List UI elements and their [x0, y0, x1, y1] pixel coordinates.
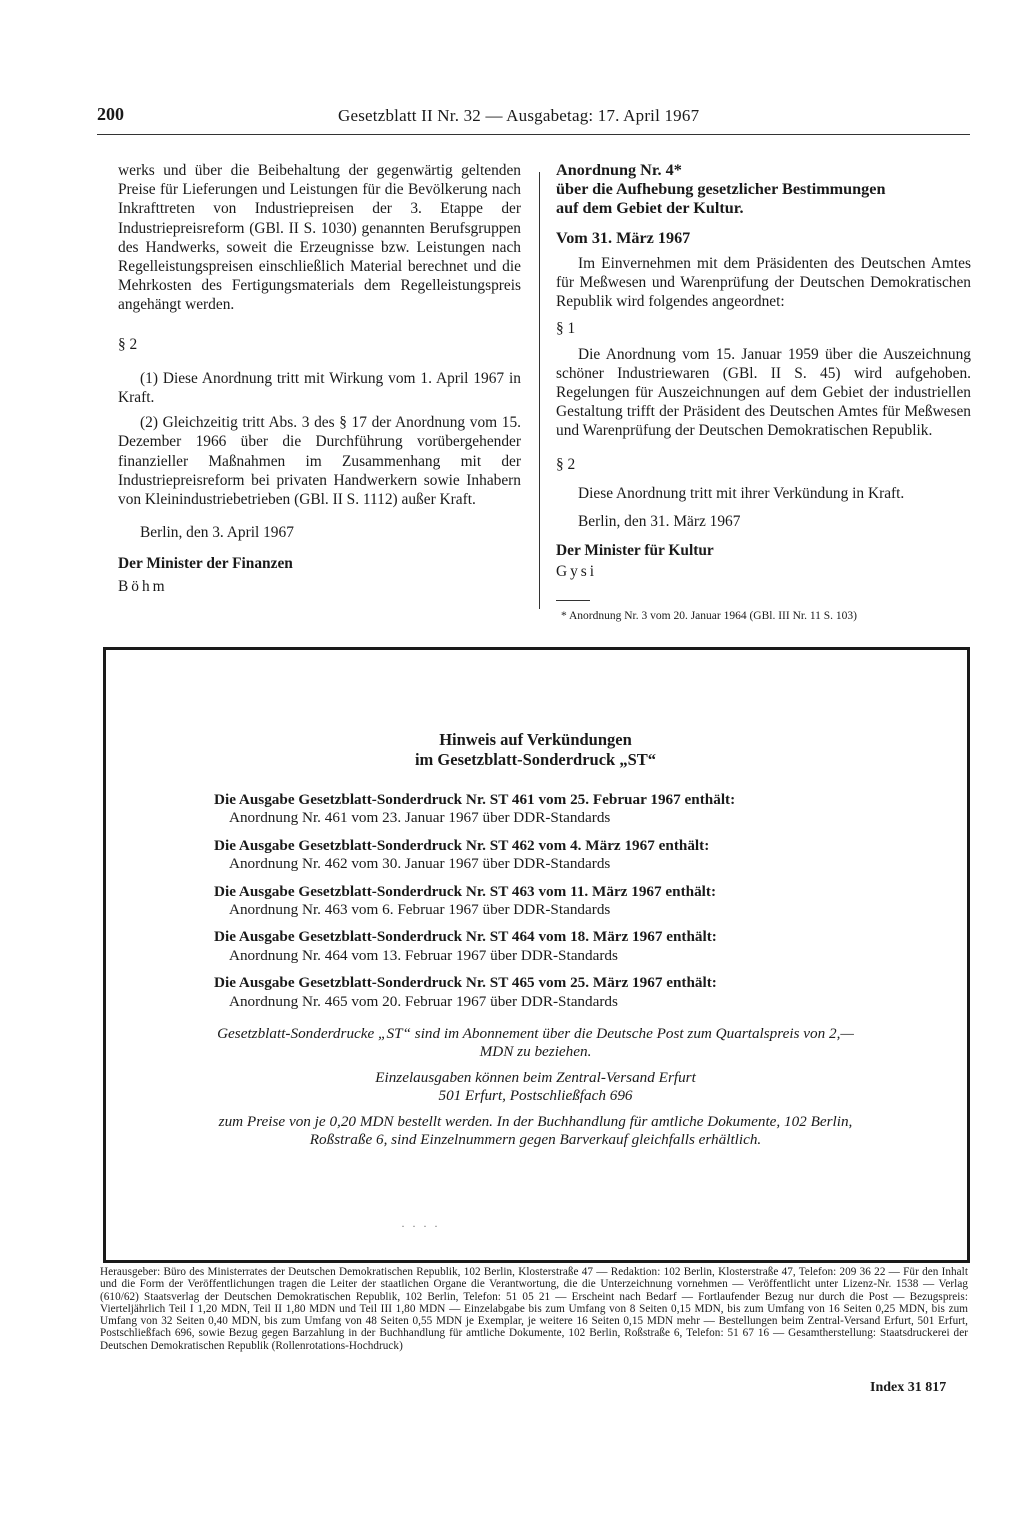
- section-heading: § 2: [118, 335, 138, 353]
- notice-title: [214, 730, 857, 769]
- intro-paragraph: Im Einvernehmen mit dem Präsidenten des Deutschen Amtes für Meßwesen und Warenprüfung der Deutschen Demokratischen Republik wird folgendes angeordnet:: [556, 254, 971, 311]
- signatory-title: Der Minister der Finanzen: [118, 555, 293, 573]
- entry-heading: Die Ausgabe Gesetzblatt-Sonderdruck Nr. ST 461 vom 25. Februar 1967 enthält:: [214, 791, 736, 808]
- entry-body: Anordnung Nr. 463 vom 6. Februar 1967 über DDR-Standards: [229, 901, 611, 919]
- notice-content: [214, 730, 857, 1157]
- notice-entry: [214, 837, 857, 874]
- signatory-name: Gysi: [556, 563, 598, 581]
- entry-heading: Die Ausgabe Gesetzblatt-Sonderdruck Nr. ST 463 vom 11. März 1967 enthält:: [214, 882, 717, 900]
- section-1-heading: § 1: [556, 320, 576, 338]
- imprint: Herausgeber: Büro des Ministerrates der Deutschen Demokratischen Republik, 102 Berlin, Klosterstraße 47 — Redaktion: 102 Berlin, Klosterstraße 47, Telefon: 209 36 22 — Für den Inhalt und die Form der Veröffentlichungen tragen die Leiter der staatlichen Organe die Verantwortung, die die Unterzeichnung vornehmen — Veröffentlicht unter Lizenz-Nr. 1538 — Verlag (610/62) Staatsverlag der Deutschen Demokratischen Republik, 102 Berlin, Telefon: 51 05 21 — Erscheint nach Bedarf — Fortlaufender Bezug nur durch die Post — Bezugspreis: Vierteljährlich Teil I 1,20 MDN, Teil II 1,80 MDN und Teil III 1,80 MDN — Einzelabgabe bis zum Umfang von 8 Seiten 0,15 MDN, bis zum Umfang von 16 Seiten 0,25 MDN, bis zum Umfang von 32 Seiten 0,40 MDN, bis zum Umfang von 48 Seiten 0,55 MDN je Exemplar, je weitere 16 Seiten 0,15 MDN mehr — Bestellungen beim Zentral-Versand Erfurt, 501 Erfurt, Postschließfach 696, sowie Bezug gegen Barzahlung in der Buchhandlung für amtliche Dokumente, 102 Berlin, Roßstraße 6, Telefon: 51 67 16 — Gesamtherstellung: Staatsdruckerei der Deutschen Demokratischen Republik (Rollenrotations-Hochdruck): [100, 1266, 968, 1352]
- section-2-heading: § 2: [556, 455, 576, 473]
- page-number: 200: [97, 104, 124, 124]
- entry-heading: Die Ausgabe Gesetzblatt-Sonderdruck Nr. ST 465 vom 25. März 1967 enthält:: [214, 974, 717, 992]
- entry-body: Anordnung Nr. 462 vom 30. Januar 1967 über DDR-Standards: [229, 855, 611, 873]
- notice-title-line-2: im Gesetzblatt-Sonderdruck „ST“: [414, 749, 657, 769]
- notice-title-line-1: Hinweis auf Verkündungen: [439, 730, 632, 749]
- single-issues-line-2: 501 Erfurt, Postschließfach 696: [438, 1087, 633, 1105]
- entry-body: Anordnung Nr. 465 vom 20. Februar 1967 über DDR-Standards: [229, 992, 618, 1010]
- index-number: Index 31 817: [870, 1380, 947, 1395]
- column-separator: [539, 172, 540, 609]
- signatory-title: Der Minister für Kultur: [556, 542, 714, 560]
- ordinance-title-3: auf dem Gebiet der Kultur.: [556, 199, 744, 218]
- paragraph-2: (2) Gleichzeitig tritt Abs. 3 des § 17 der Anordnung vom 15. Dezember 1966 über die Durchführung vorübergehender finanzieller Maßnahmen im Zusammenhang mit der Industriepreisreform bei privaten Handwerkern sowie Inhabern von Kleinindustriebetrieben (GBl. II S. 1112) außer Kraft.: [118, 414, 521, 509]
- decorative-dots: · · · ·: [401, 1219, 440, 1233]
- single-issues-line-1: Einzelausgaben können beim Zentral-Versand Erfurt: [375, 1068, 696, 1086]
- notice-box: [103, 647, 970, 1263]
- continuation-paragraph: werks und über die Beibehaltung der gegenwärtig geltenden Preise für Lieferungen und Leistungen für die Bevölkerung nach Inkrafttreten von Industriepreisen der 3. Etappe der Industriepreisreform (GBl. II S. 1030) genannten Berufsgruppen des Handwerks, soweit die Erzeugnisse bzw. Leistungen nach Regelleistungspreisen einschließlich Material berechnet und die Mehrkosten des Fertigungsmaterials dem Regelleistungspreis angehängt werden.: [118, 162, 521, 314]
- section-2-text: Diese Anordnung tritt mit ihrer Verkündung in Kraft.: [578, 484, 905, 502]
- entry-heading: Die Ausgabe Gesetzblatt-Sonderdruck Nr. ST 464 vom 18. März 1967 enthält:: [214, 928, 717, 946]
- ordinance-title-1: Anordnung Nr. 4*: [556, 161, 682, 179]
- notice-entry: [214, 791, 857, 828]
- left-column: [118, 161, 521, 596]
- place-date: Berlin, den 3. April 1967: [140, 524, 294, 542]
- ordinance-date: Vom 31. März 1967: [556, 228, 691, 247]
- place-date: Berlin, den 31. März 1967: [578, 513, 741, 531]
- notice-entry: [214, 974, 857, 1011]
- footnote-rule: [556, 600, 590, 601]
- signatory-name: Böhm: [118, 577, 168, 595]
- price-text: zum Preise von je 0,20 MDN bestellt werden. In der Buchhandlung für amtliche Dokumente, 102 Berlin, Roßstraße 6, sind Einzelnummern gegen Barverkauf gleichfalls erhältlich.: [218, 1112, 853, 1149]
- entry-body: Anordnung Nr. 461 vom 23. Januar 1967 über DDR-Standards: [229, 809, 611, 827]
- notice-entry: [214, 928, 857, 965]
- header-rule: [97, 134, 970, 135]
- subscription-text: Gesetzblatt-Sonderdrucke „ST“ sind im Abonnement über die Deutsche Post zum Quartalspreis von 2,— MDN zu beziehen.: [217, 1025, 854, 1061]
- paragraph-1: (1) Diese Anordnung tritt mit Wirkung vom 1. April 1967 in Kraft.: [118, 369, 521, 407]
- notice-entry: [214, 883, 857, 920]
- running-title: Gesetzblatt II Nr. 32 — Ausgabetag: 17. April 1967: [338, 106, 700, 125]
- right-column: [556, 161, 971, 582]
- subscription-info: [214, 1025, 857, 1149]
- footnote: * Anordnung Nr. 3 vom 20. Januar 1964 (GBl. III Nr. 11 S. 103): [561, 610, 857, 622]
- ordinance-title-2: über die Aufhebung gesetzlicher Bestimmungen: [556, 180, 886, 199]
- entry-heading: Die Ausgabe Gesetzblatt-Sonderdruck Nr. ST 462 vom 4. März 1967 enthält:: [214, 836, 710, 854]
- entry-body: Anordnung Nr. 464 vom 13. Februar 1967 über DDR-Standards: [229, 946, 618, 964]
- section-1-text: Die Anordnung vom 15. Januar 1959 über die Auszeichnung schöner Industriewaren (GBl. II S. 45) wird aufgehoben. Regelungen für Auszeichnungen auf dem Gebiet der industriellen Gestaltung trifft der Präsident des Deutschen Amtes für Meßwesen und Warenprüfung der Deutschen Demokratischen Republik.: [556, 345, 971, 440]
